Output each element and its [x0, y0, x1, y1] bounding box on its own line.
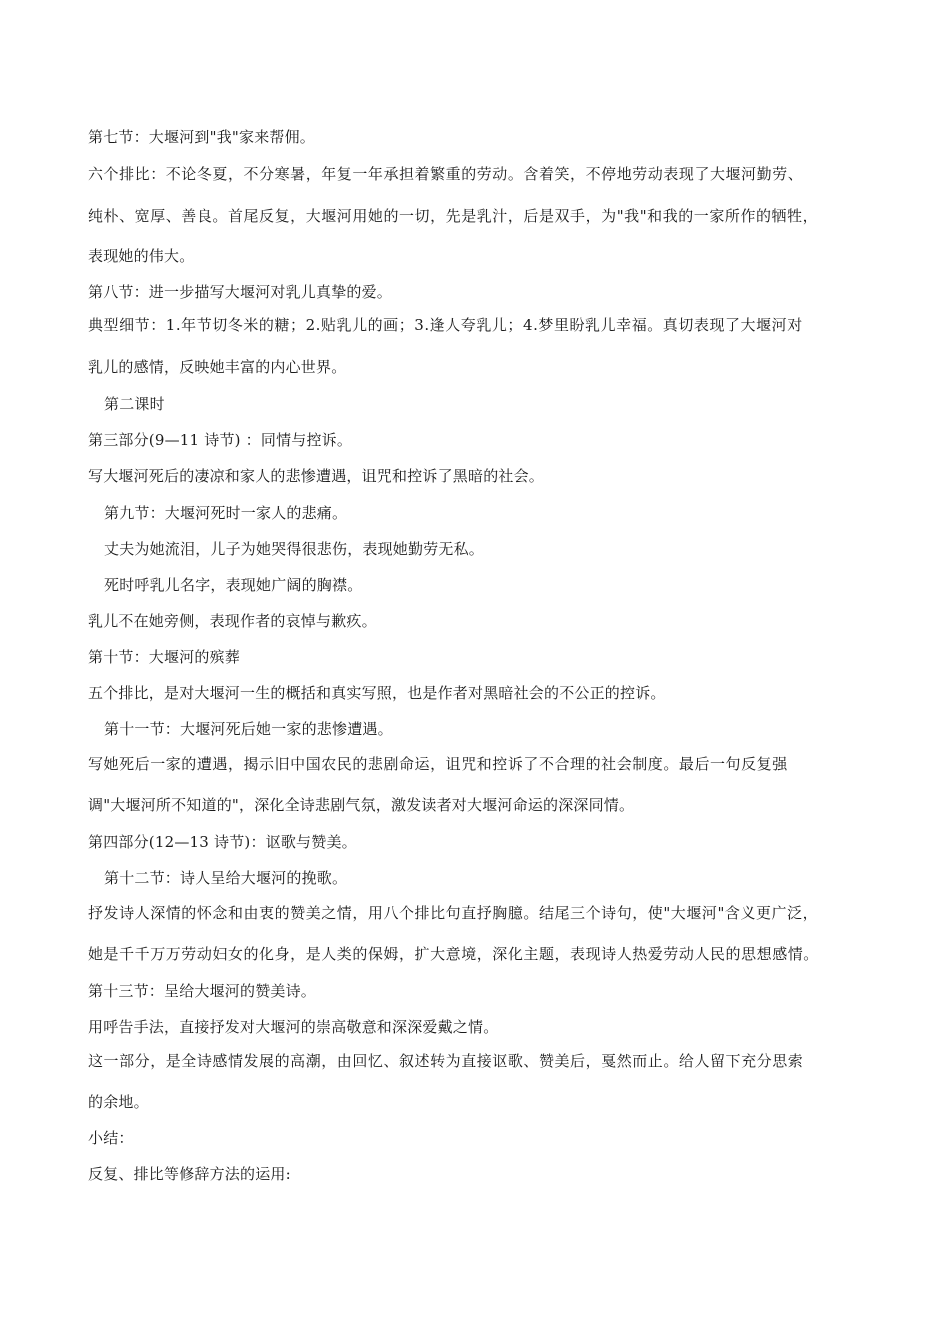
text-line: 乳儿的感情，反映她丰富的内心世界。 [88, 358, 347, 376]
text-line: 这一部分，是全诗感情发展的高潮，由回忆、叙述转为直接讴歌、赞美后，戛然而止。给人留下充分思索 [88, 1052, 804, 1070]
text-line: 典型细节：1.年节切冬米的糖；2.贴乳儿的画；3.逢人夸乳儿；4.梦里盼乳儿幸福。真切表现了大堰河对 [88, 316, 803, 334]
text-line: 第十一节：大堰河死后她一家的悲惨遭遇。 [104, 720, 393, 738]
text-line: 第三部分(9—11 诗节) ：同情与控诉。 [88, 431, 353, 449]
text-line: 乳儿不在她旁侧，表现作者的哀悼与歉疚。 [88, 612, 377, 630]
text-line: 调"大堰河所不知道的"，深化全诗悲剧气氛，激发读者对大堰河命运的深深同情。 [88, 796, 635, 814]
text-line: 第八节：进一步描写大堰河对乳儿真挚的爱。 [88, 283, 393, 301]
text-line: 六个排比：不论冬夏，不分寒暑，年复一年承担着繁重的劳动。含着笑，不停地劳动表现了大堰河勤劳、 [88, 165, 804, 183]
text-line: 抒发诗人深情的怀念和由衷的赞美之情，用八个排比句直抒胸臆。结尾三个诗句，使"大堰河"含义更广泛， [88, 904, 819, 922]
text-line: 反复、排比等修辞方法的运用: [88, 1165, 291, 1183]
text-line: 用呼告手法，直接抒发对大堰河的崇高敬意和深深爱戴之情。 [88, 1018, 499, 1036]
text-line: 写大堰河死后的凄凉和家人的悲惨遭遇，诅咒和控诉了黑暗的社会。 [88, 467, 545, 485]
text-line: 第九节：大堰河死时一家人的悲痛。 [104, 504, 348, 522]
text-line: 她是千千万万劳动妇女的化身，是人类的保姆，扩大意境，深化主题，表现诗人热爱劳动人民的思想感情。 [88, 945, 819, 963]
text-line: 纯朴、宽厚、善良。首尾反复，大堰河用她的一切，先是乳汁，后是双手，为"我"和我的一家所作的牺牲， [88, 207, 819, 225]
text-line: 表现她的伟大。 [88, 247, 195, 265]
text-line: 小结： [88, 1129, 134, 1147]
text-line: 丈夫为她流泪，儿子为她哭得很悲伤，表现她勤劳无私。 [104, 540, 485, 558]
text-line: 第十二节：诗人呈给大堰河的挽歌。 [104, 869, 348, 887]
text-line: 死时呼乳儿名字，表现她广阔的胸襟。 [104, 576, 363, 594]
text-line: 的余地。 [88, 1093, 149, 1111]
text-line: 写她死后一家的遭遇，揭示旧中国农民的悲剧命运，诅咒和控诉了不合理的社会制度。最后一句反复强 [88, 755, 788, 773]
text-line: 第十三节：呈给大堰河的赞美诗。 [88, 982, 317, 1000]
text-line: 第十节：大堰河的殡葬 [88, 648, 241, 666]
text-line: 第七节：大堰河到"我"家来帮佣。 [88, 128, 316, 146]
section-heading: 第二课时 [104, 395, 165, 413]
text-line: 五个排比，是对大堰河一生的概括和真实写照，也是作者对黑暗社会的不公正的控诉。 [88, 684, 666, 702]
text-line: 第四部分(12—13 诗节)：讴歌与赞美。 [88, 833, 357, 851]
